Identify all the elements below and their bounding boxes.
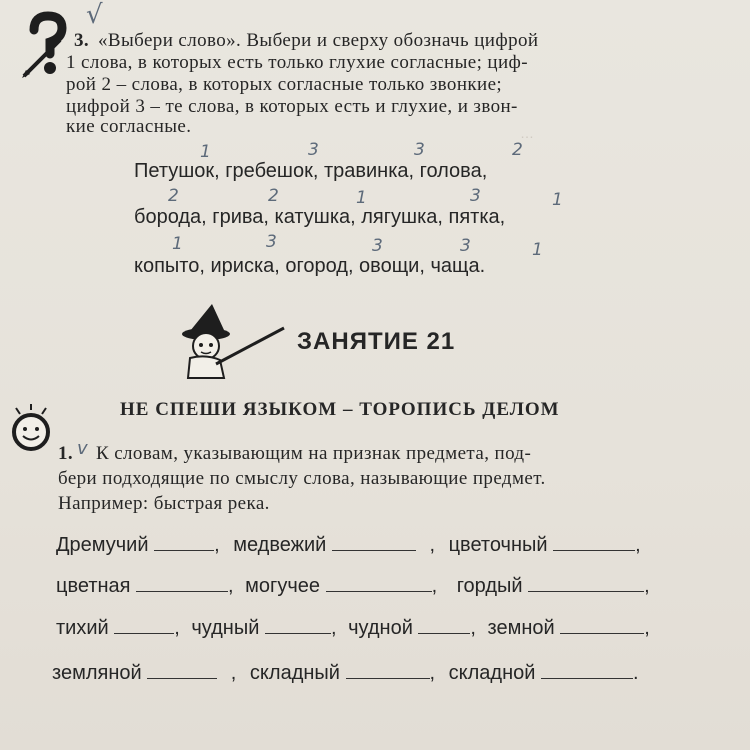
exercise-row-1: Дремучий , медвежий , цветочный ,	[56, 534, 641, 556]
word-row-2: борода, грива, катушка, лягушка, пятка,	[134, 206, 506, 228]
answer-blank[interactable]	[265, 632, 331, 634]
handwritten-mark: 3	[372, 236, 383, 256]
question-mark-pencil-icon	[20, 10, 72, 80]
handwritten-mark: 2	[512, 140, 523, 160]
handwritten-mark: 3	[308, 140, 319, 160]
handwritten-mark: 1	[172, 234, 183, 254]
handwritten-mark: 1	[356, 188, 367, 208]
adjective: земной	[487, 617, 555, 639]
adjective: земляной	[52, 662, 142, 684]
answer-blank[interactable]	[136, 590, 228, 592]
answer-blank[interactable]	[114, 632, 174, 634]
adjective: тихий	[56, 617, 109, 639]
adjective: цветная	[56, 575, 131, 597]
handwritten-mark: 3	[470, 186, 481, 206]
word-row-3: копыто, ириска, огород, овощи, чаща.	[134, 255, 486, 277]
lesson-title: ЗАНЯТИЕ 21	[297, 328, 456, 355]
handwritten-mark: 1	[532, 240, 543, 260]
wizard-pointer-icon	[176, 300, 288, 380]
task3-line-5: кие согласные.	[66, 116, 192, 137]
answer-blank[interactable]	[553, 549, 635, 551]
task3-line-3: рой 2 – слова, в которых согласные только звонкие;	[66, 74, 503, 95]
task3-line-2: 1 слова, в которых есть только глухие согласные; циф-	[66, 52, 528, 73]
answer-blank[interactable]	[326, 590, 432, 592]
exercise-row-4: земляной , складный , складной .	[52, 662, 639, 684]
handwritten-mark: 1	[200, 142, 211, 162]
task1-check-mark: v	[77, 438, 88, 459]
answer-blank[interactable]	[560, 632, 644, 634]
answer-blank[interactable]	[541, 677, 633, 679]
clock-face-icon	[8, 402, 54, 452]
task1-number: 1.	[58, 443, 74, 464]
word-row-1: Петушок, гребешок, травинка, голова,	[134, 160, 488, 182]
answer-blank[interactable]	[332, 549, 416, 551]
answer-blank[interactable]	[147, 677, 217, 679]
adjective: чудной	[348, 617, 413, 639]
adjective: складный	[249, 662, 340, 684]
task3-line-4: цифрой 3 – те слова, в которых есть и глухие, и звон-	[66, 96, 518, 117]
task3-check-mark: √	[86, 0, 103, 30]
answer-blank[interactable]	[418, 632, 470, 634]
adjective: цветочный	[448, 534, 548, 556]
handwritten-mark: 2	[268, 186, 279, 206]
answer-blank[interactable]	[528, 590, 644, 592]
adjective: чудный	[191, 617, 260, 639]
adjective: Дремучий	[56, 534, 149, 556]
task1-line-2: бери подходящие по смыслу слова, называющие предмет.	[58, 468, 546, 489]
adjective: гордый	[456, 575, 523, 597]
adjective: складной	[448, 662, 536, 684]
handwritten-mark: 2	[168, 186, 179, 206]
textbook-page: … 3. √ «Выбери слово». Выбери и сверху обозначь цифрой 1 слова, в которых есть только глухие согласные; циф- рой 2 – слова, в которых согласные только звонкие; цифрой 3 – те слова, в которых есть и глухие, и звон- кие согласные. Петушок, гребешок, травинка, голова, борода, грива, катушка, лягушка, пятка, копыто, ириска, огород, овощи, чаща. 1 3 3 2 2 2 1 3 1 1 3 3 3 1 ЗАНЯТИЕ 21 НЕ СПЕШИ ЯЗЫКОМ – ТОРОПИСЬ ДЕЛОМ 1. v К словам, указывающим на признак предмета, под- бери подходящие по смыслу слова, называющие предмет. Например: быстрая река. Дремучий , медвежий , цветочный , цветная , могучее , гордый , тихий , чудный , чудной , земной , земляной , складный , складной .	[0, 0, 750, 750]
handwritten-mark: 3	[266, 232, 277, 252]
task1-line-3: Например: быстрая река.	[58, 493, 270, 514]
adjective: могучее	[245, 575, 321, 597]
handwritten-mark: 3	[460, 236, 471, 256]
task3-number: 3.	[74, 30, 90, 51]
answer-blank[interactable]	[346, 677, 430, 679]
task1-line-1: К словам, указывающим на признак предмета, под-	[96, 443, 532, 464]
exercise-row-2: цветная , могучее , гордый ,	[56, 575, 650, 597]
adjective: медвежий	[233, 534, 327, 556]
exercise-row-3: тихий , чудный , чудной , земной ,	[56, 617, 650, 639]
section-title: НЕ СПЕШИ ЯЗЫКОМ – ТОРОПИСЬ ДЕЛОМ	[120, 399, 560, 420]
answer-blank[interactable]	[154, 549, 214, 551]
task3-line-1: «Выбери слово». Выбери и сверху обозначь цифрой	[98, 30, 539, 51]
handwritten-mark: 1	[552, 190, 563, 210]
handwritten-mark: 3	[414, 140, 425, 160]
